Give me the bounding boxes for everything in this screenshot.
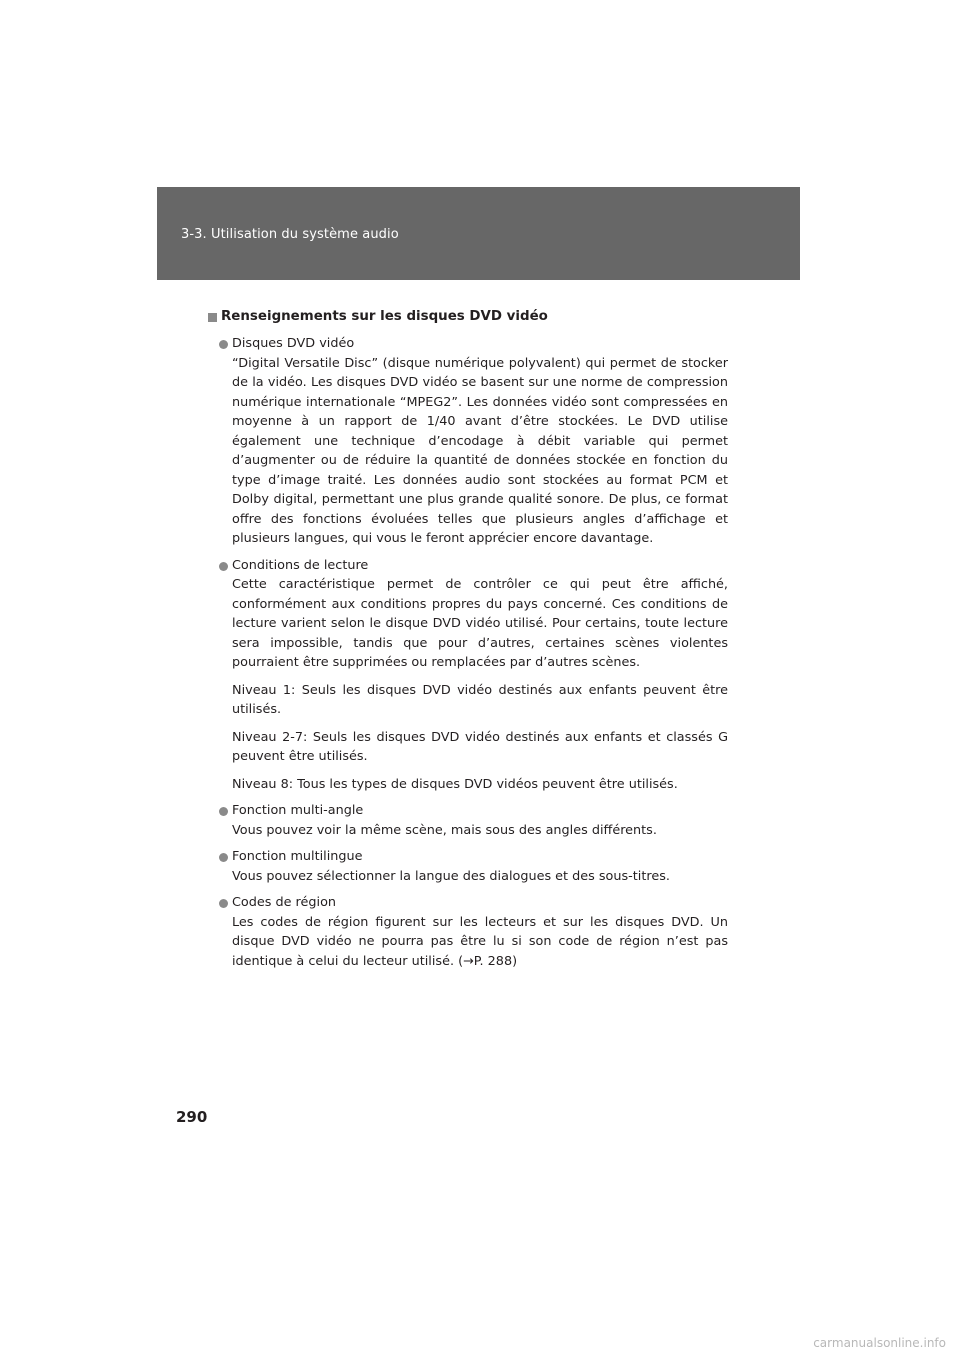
watermark: carmanualsonline.info bbox=[813, 1336, 946, 1350]
main-content bbox=[208, 306, 728, 978]
list-item-multi-angle bbox=[208, 801, 728, 840]
section-header-band bbox=[157, 187, 800, 280]
circle-bullet-icon bbox=[219, 562, 228, 571]
item-text: Cette caractéristique permet de contrôler ce qui peut être affiché, conformément aux conditions propres du pays concerné. Ces conditions de lecture varient selon le disque DVD vidéo utilisé. Pour certains, toute lecture sera impossible, tandis que pour d’autres, certaines scènes violentes pourraient être supprimées ou remplacées par d’autres scènes. bbox=[232, 577, 728, 670]
level-2-7-text: Niveau 2-7: Seuls les disques DVD vidéo destinés aux enfants et classés G peuvent être utilisés. bbox=[232, 729, 728, 764]
circle-bullet-icon bbox=[219, 899, 228, 908]
page-number: 290 bbox=[176, 1108, 208, 1126]
item-text: Vous pouvez voir la même scène, mais sous des angles différents. bbox=[232, 822, 657, 838]
item-title: Conditions de lecture bbox=[232, 557, 369, 573]
section-heading-text: Renseignements sur les disques DVD vidéo bbox=[221, 309, 548, 324]
item-title: Disques DVD vidéo bbox=[232, 336, 355, 351]
circle-bullet-icon bbox=[219, 853, 228, 862]
list-item-dvd-video bbox=[208, 334, 728, 549]
list-item-multilingual bbox=[208, 847, 728, 886]
item-title: Codes de région bbox=[232, 895, 337, 910]
item-title: Fonction multi-angle bbox=[232, 803, 364, 818]
item-text: Les codes de région figurent sur les lecteurs et sur les disques DVD. Un disque DVD vidéo ne pourra pas être lu si son code de région n’est pas identique à celui du lecteur utilisé. (→P. 288) bbox=[232, 914, 728, 969]
list-item-region-codes bbox=[208, 893, 728, 971]
list-item-playback-conditions bbox=[208, 556, 728, 795]
square-bullet-icon bbox=[208, 313, 217, 322]
circle-bullet-icon bbox=[219, 807, 228, 816]
item-text: Vous pouvez sélectionner la langue des dialogues et des sous-titres. bbox=[232, 868, 670, 884]
item-title: Fonction multilingue bbox=[232, 849, 363, 864]
section-title: 3-3. Utilisation du système audio bbox=[181, 227, 399, 242]
level-1-text: Niveau 1: Seuls les disques DVD vidéo destinés aux enfants peuvent être utilisés. bbox=[232, 682, 728, 717]
level-8-text: Niveau 8: Tous les types de disques DVD vidéos peuvent être utilisés. bbox=[232, 776, 678, 792]
section-heading bbox=[208, 306, 728, 328]
item-text: “Digital Versatile Disc” (disque numérique polyvalent) qui permet de stocker de la vidéo. Les disques DVD vidéo se basent sur une norme de compression numérique internationale “MPEG2”. Les données vidéo sont compressées en moyenne à un rapport de 1/40 avant d’être stockées. Le DVD utilise également une technique d’encodage à débit variable qui permet d’augmenter ou de réduire la quantité de données stockée en fonction du type d’image traité. Les données audio sont stockées au format PCM et Dolby digital, permettant une plus grande qualité sonore. De plus, ce format offre des fonctions évoluées telles que plusieurs angles d’affichage et plusieurs langues, qui vous le feront apprécier encore davantage. bbox=[232, 355, 728, 546]
circle-bullet-icon bbox=[219, 340, 228, 349]
